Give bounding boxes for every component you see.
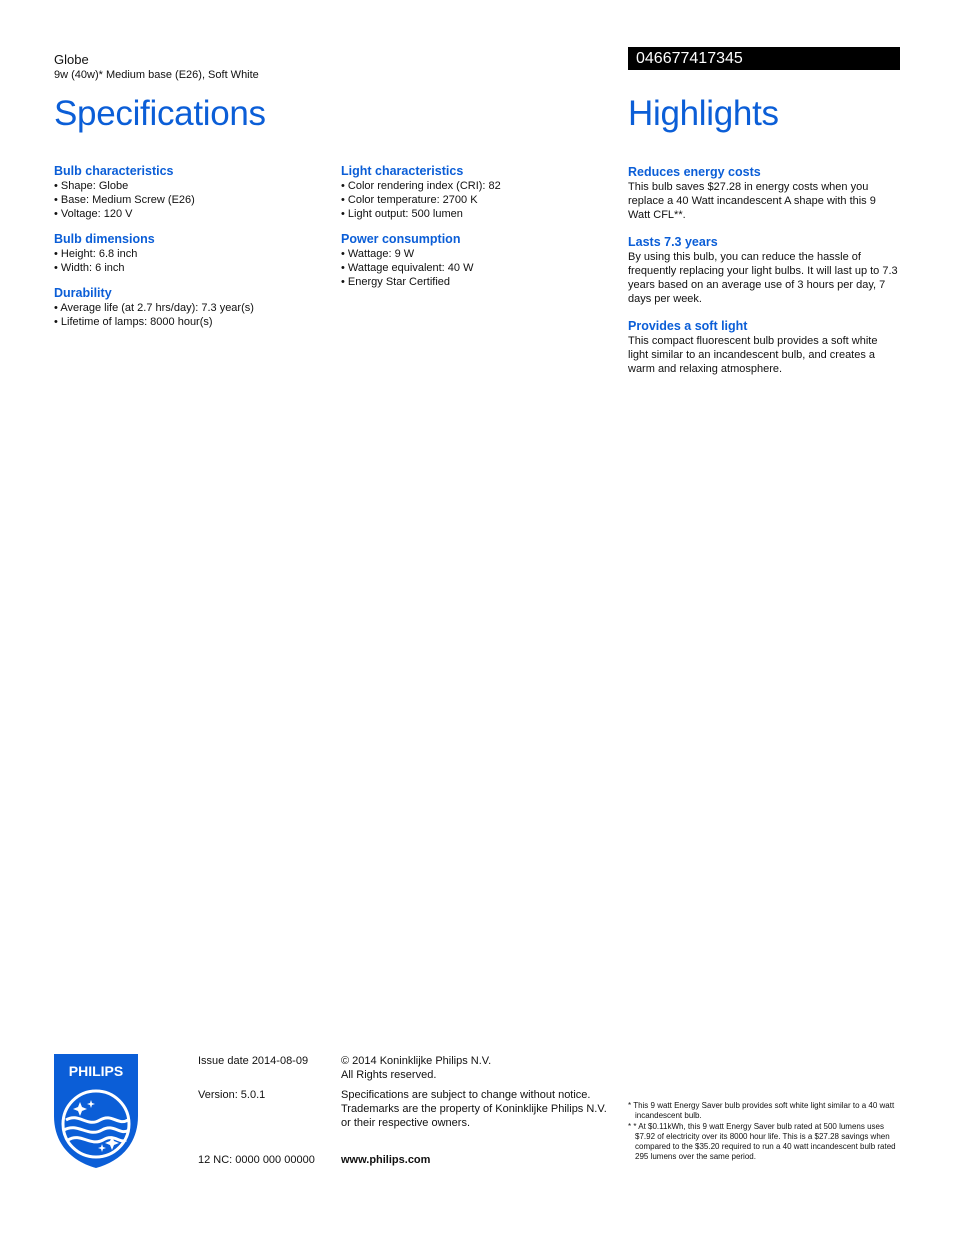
product-code-bar: 046677417345 bbox=[628, 47, 900, 70]
highlight-reduces-energy-costs bbox=[628, 165, 900, 222]
specifications-title: Specifications bbox=[54, 94, 266, 133]
spec-section-heading: Bulb dimensions bbox=[54, 232, 155, 246]
highlight-heading: Provides a soft light bbox=[628, 319, 748, 333]
footnote: * This 9 watt Energy Saver bulb provides soft white light similar to a 40 watt incandescent bulb. bbox=[628, 1101, 895, 1120]
spec-notice: Specifications are subject to change without notice. Trademarks are the property of Koninklijke Philips N.V. or their respective owners. bbox=[341, 1089, 607, 1129]
spec-item: • Voltage: 120 V bbox=[54, 207, 324, 221]
highlight-heading: Reduces energy costs bbox=[628, 165, 761, 179]
highlights-title: Highlights bbox=[628, 94, 779, 133]
spec-item: • Base: Medium Screw (E26) bbox=[54, 193, 324, 207]
highlight-heading: Lasts 7.3 years bbox=[628, 235, 718, 249]
rights-line: All Rights reserved. bbox=[341, 1069, 437, 1081]
spec-item: • Color temperature: 2700 K bbox=[341, 193, 611, 207]
spec-section-heading: Durability bbox=[54, 286, 112, 300]
specs-left-column bbox=[54, 164, 324, 340]
nc-number: 12 NC: 0000 000 00000 bbox=[198, 1154, 315, 1166]
logo-wordmark: PHILIPS bbox=[68, 1063, 124, 1079]
highlights-column bbox=[628, 165, 900, 389]
highlight-lasts-years bbox=[628, 235, 900, 306]
spec-section-heading: Light characteristics bbox=[341, 164, 464, 178]
spec-item: • Average life (at 2.7 hrs/day): 7.3 year(s) bbox=[54, 301, 324, 315]
specs-right-column bbox=[341, 164, 611, 300]
highlight-text: This compact fluorescent bulb provides a soft white light similar to an incandescent bulb, and creates a warm and relaxing atmosphere. bbox=[628, 335, 878, 375]
spec-section-bulb-dimensions bbox=[54, 232, 324, 275]
footnote: * * At $0.11kWh, this 9 watt Energy Saver bulb rated at 500 lumens uses $7.92 of electricity over its 8000 hour life. This is a $27.28 savings when compared to the $35.20 required to run a 40 watt incandescent bulb rated 295 lumens over the same period. bbox=[628, 1122, 896, 1161]
spec-item: • Height: 6.8 inch bbox=[54, 247, 324, 261]
spec-item: • Wattage equivalent: 40 W bbox=[341, 261, 611, 275]
copyright-line: © 2014 Koninklijke Philips N.V. bbox=[341, 1055, 492, 1067]
spec-section-heading: Power consumption bbox=[341, 232, 461, 246]
highlight-soft-light bbox=[628, 319, 900, 376]
philips-logo bbox=[54, 1054, 138, 1168]
product-name: Globe bbox=[54, 52, 89, 67]
website-link[interactable]: www.philips.com bbox=[341, 1154, 431, 1166]
copyright-block bbox=[341, 1054, 611, 1082]
spec-section-durability bbox=[54, 286, 324, 329]
spec-item: • Shape: Globe bbox=[54, 179, 324, 193]
highlight-text: This bulb saves $27.28 in energy costs when you replace a 40 Watt incandescent A shape with this 9 Watt CFL**. bbox=[628, 181, 876, 221]
version: Version: 5.0.1 bbox=[198, 1089, 266, 1101]
spec-item: • Wattage: 9 W bbox=[341, 247, 611, 261]
spec-section-light-characteristics bbox=[341, 164, 611, 221]
spec-item: • Width: 6 inch bbox=[54, 261, 324, 275]
highlight-text: By using this bulb, you can reduce the hassle of frequently replacing your light bulbs. It will last up to 7.3 years based on an average use of 3 hours per day, 7 days per week. bbox=[628, 251, 898, 305]
product-subtitle: 9w (40w)* Medium base (E26), Soft White bbox=[54, 69, 259, 81]
spec-item: • Color rendering index (CRI): 82 bbox=[341, 179, 611, 193]
spec-section-bulb-characteristics bbox=[54, 164, 324, 221]
spec-item: • Energy Star Certified bbox=[341, 275, 611, 289]
spec-section-heading: Bulb characteristics bbox=[54, 164, 174, 178]
spec-item: • Light output: 500 lumen bbox=[341, 207, 611, 221]
spec-section-power-consumption bbox=[341, 232, 611, 289]
issue-date: Issue date 2014-08-09 bbox=[198, 1055, 309, 1067]
footnotes bbox=[628, 1101, 900, 1163]
spec-item: • Lifetime of lamps: 8000 hour(s) bbox=[54, 315, 324, 329]
